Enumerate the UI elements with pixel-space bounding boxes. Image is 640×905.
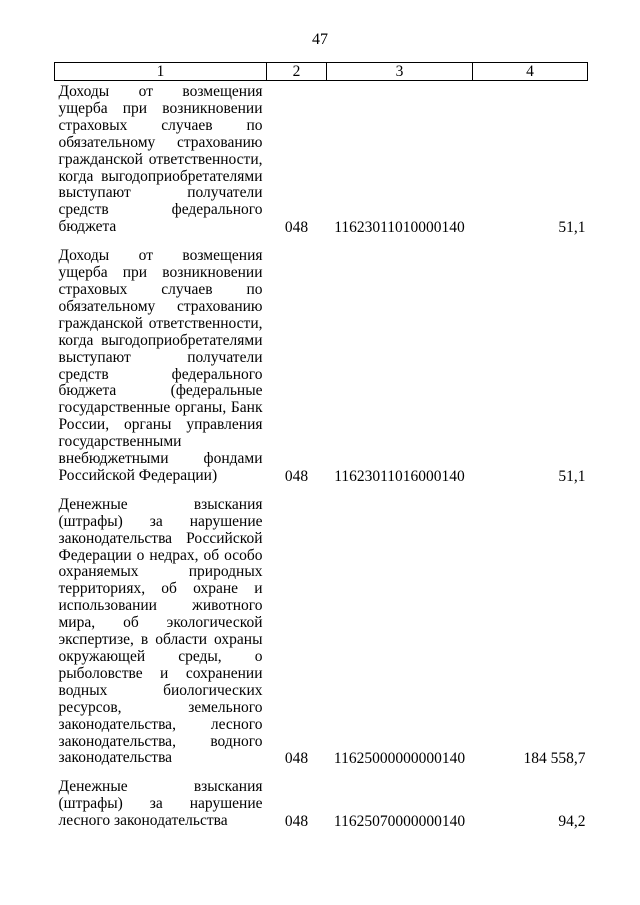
row-admin-code: 048: [284, 750, 309, 768]
row-kbk-code: 11623011010000140: [334, 219, 465, 237]
row-amount: 51,1: [558, 467, 586, 485]
row-admin-code: 048: [284, 813, 309, 831]
table-row: [55, 81, 588, 237]
page-number: 47: [312, 31, 328, 48]
header-col-4: 4: [473, 63, 588, 81]
row-admin-code: 048: [284, 219, 309, 237]
row-description: Денежные взыскания (штрафы) за нарушение лесного законодательства: [58, 778, 263, 830]
header-col-2: 2: [267, 63, 327, 81]
header-col-1: 1: [55, 63, 267, 81]
row-kbk-code: 11625070000000140: [333, 813, 466, 831]
row-amount: 51,1: [558, 219, 586, 237]
row-description: Доходы от возмещения ущерба при возникновении страховых случаев по обязательному страхованию гражданской ответственности, когда выгодоприобретателями выступают получатели средств федерального бюджета (федеральные государственные органы, Банк России, органы управления государственными внебюджетными фондами Российской Федерации): [58, 247, 263, 484]
row-description: Денежные взыскания (штрафы) за нарушение законодательства Российской Федерации о недрах, об особо охраняемых природных территориях, об охране и использовании животного мира, об экологической экспертизе, в области охраны окружающей среды, о рыболовстве и сохранении водных биологических ресурсов, земельного законодательства, лесного законодательства, водного законодательства: [58, 495, 263, 767]
table-row: [55, 767, 588, 830]
table-row: [55, 485, 588, 768]
table-header: [55, 63, 588, 81]
row-amount: 94,2: [558, 813, 586, 831]
row-admin-code: 048: [284, 467, 309, 485]
row-kbk-code: 11623011016000140: [334, 467, 465, 485]
row-kbk-code: 11625000000000140: [333, 750, 466, 768]
budget-revenue-table: [54, 62, 588, 830]
header-col-3: 3: [327, 63, 473, 81]
row-amount: 184 558,7: [523, 750, 586, 768]
row-description: Доходы от возмещения ущерба при возникновении страховых случаев по обязательному страхованию гражданской ответственности, когда выгодоприобретателями выступают получатели средств федерального бюджета: [58, 83, 263, 236]
table-row: [55, 236, 588, 485]
